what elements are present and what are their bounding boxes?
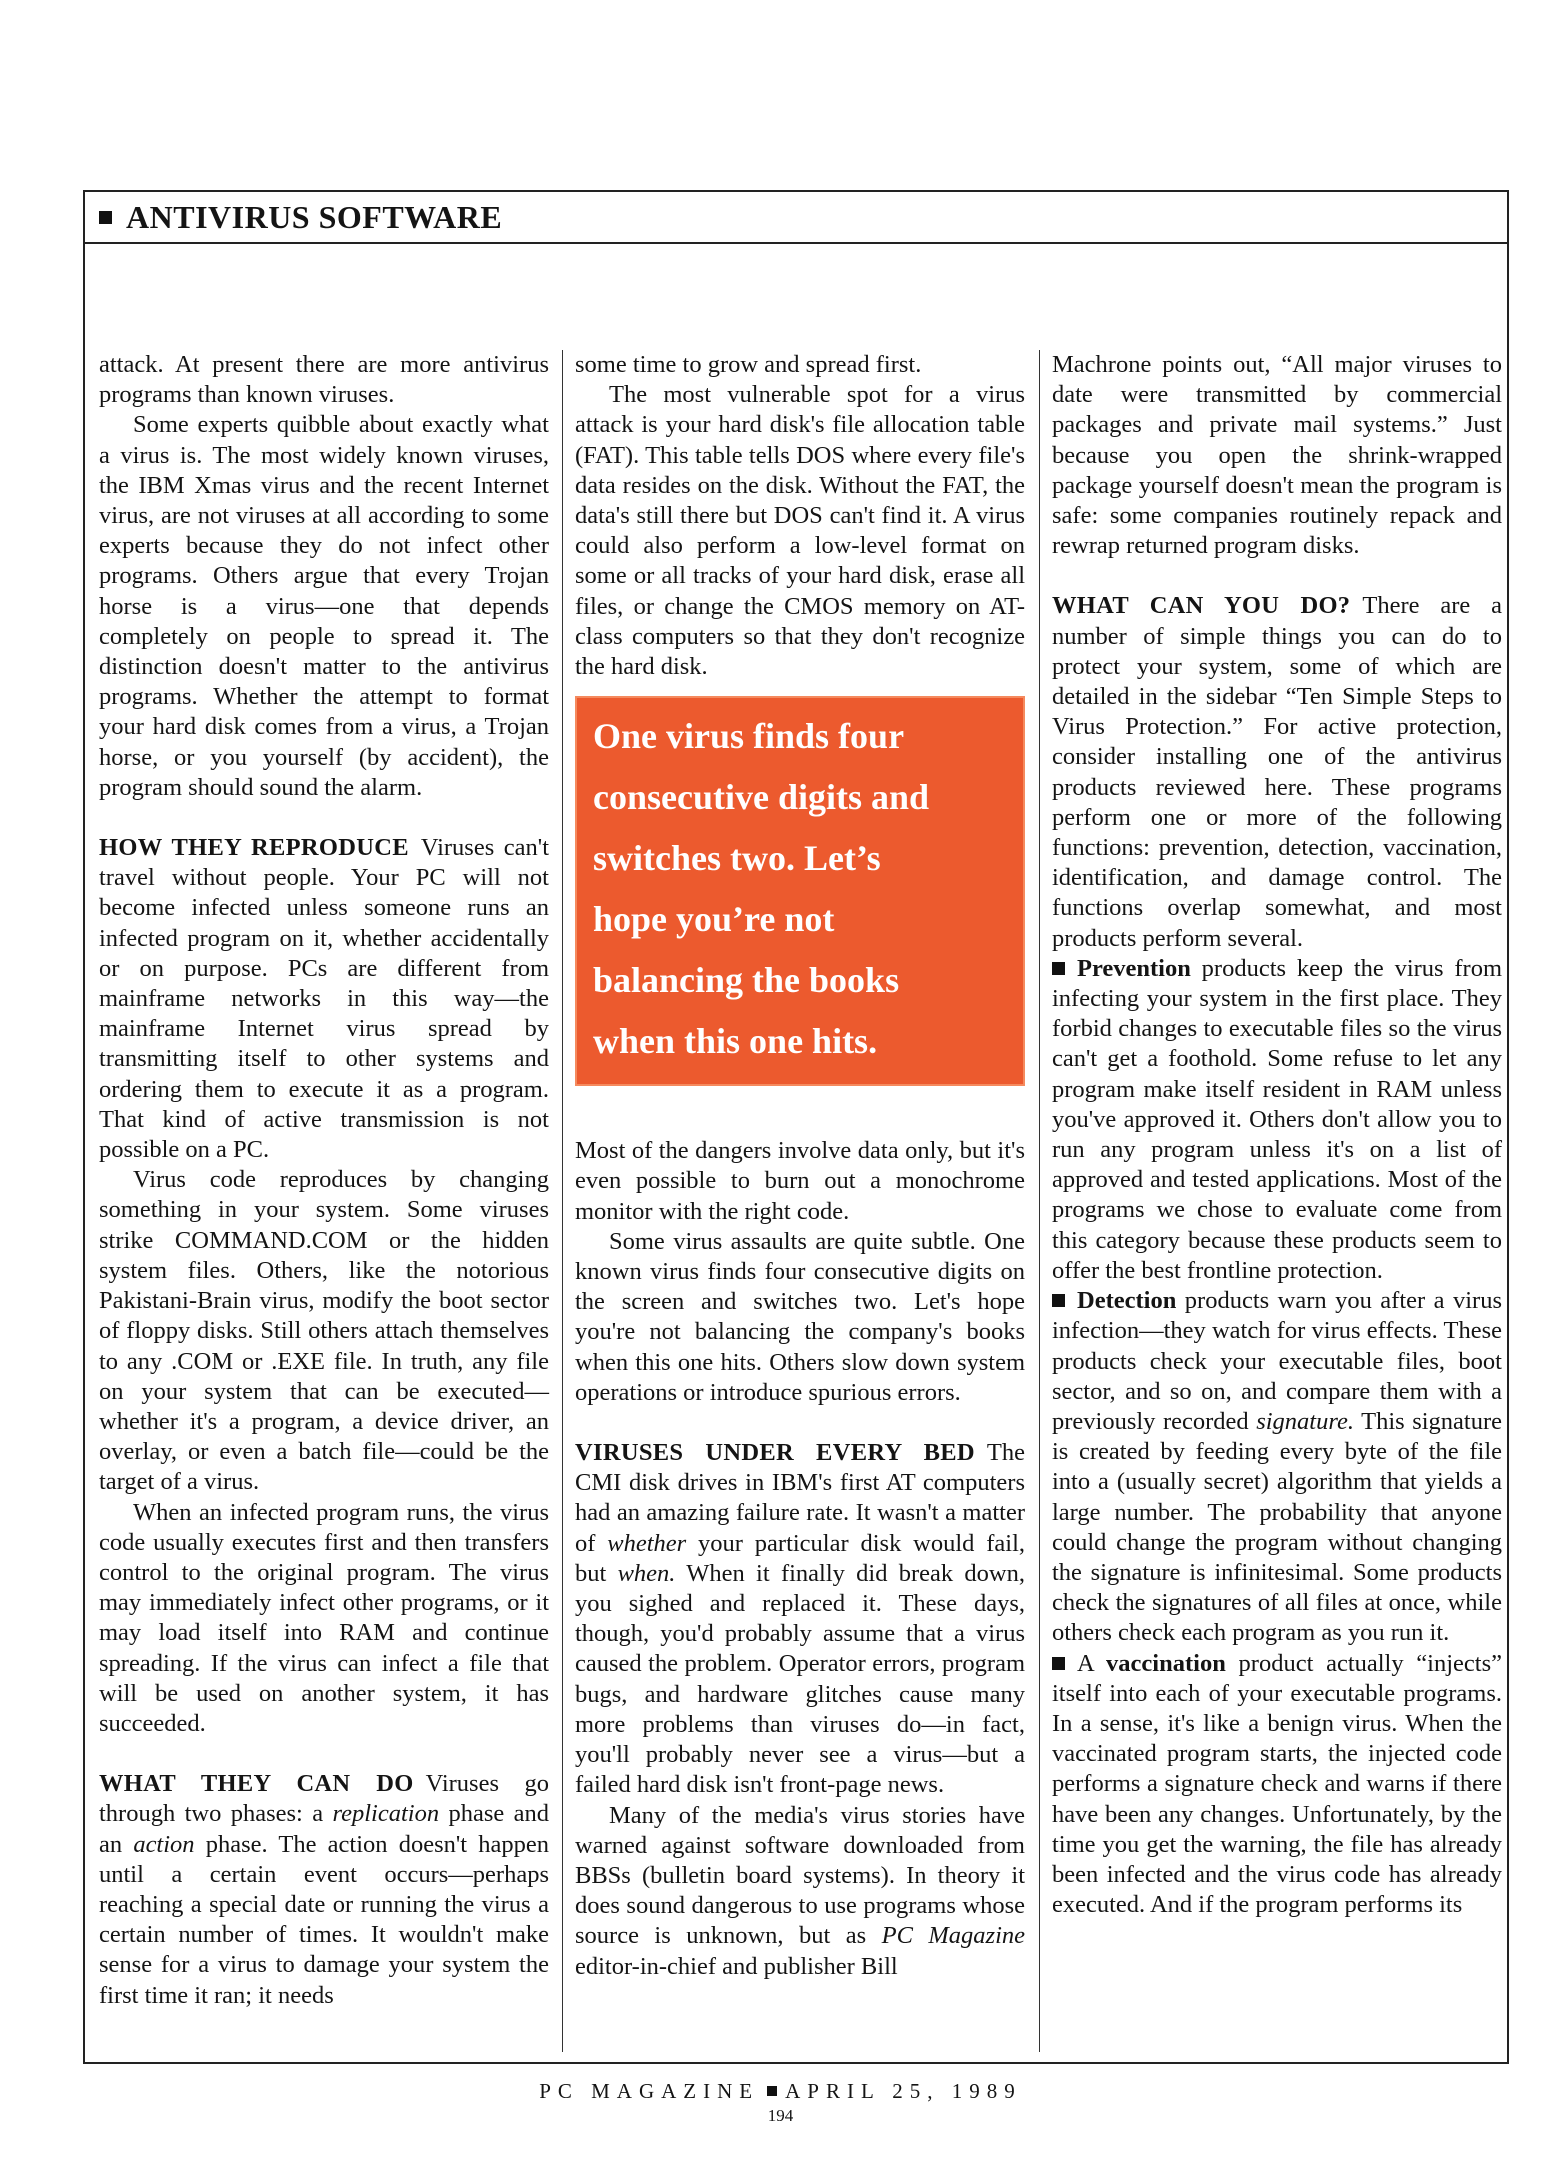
- paragraph: Some virus assaults are quite subtle. One known virus finds four consecutive digits on the screen and switches two. Let's hope you're not balancing the company's books when this one hits. Others slow down system operations or introduce spurious errors.: [575, 1227, 1025, 1406]
- paragraph: WHAT THEY CAN DO Viruses go through two phases: a replication phase and an action phase. The action doesn't happen until a certain event occurs—perhaps reaching a special date or running the virus a certain number of times. It wouldn't make sense for a virus to damage your system the first time it ran; it needs: [99, 1770, 550, 2009]
- subhead-viruses-under-every-bed: VIRUSES UNDER EVERY BED: [575, 1439, 975, 1467]
- paragraph: attack. At present there are more antivirus programs than known viruses.: [99, 351, 549, 409]
- page-number: 194: [767, 2106, 794, 2125]
- article-frame: [83, 190, 1509, 2064]
- bullet-paragraph: A vaccination product actually “injects” itself into each of your executable programs. In a sense, it's like a benign virus. When the vaccinated program starts, the injected code performs a signature check and warns if there have been any changes. Unfortunately, by the time you get the warning, the file has already been infected and the virus code has already executed. And if the program performs its: [1052, 1649, 1503, 1919]
- bullet-paragraph: Detection products warn you after a virus infection—they watch for virus effects. These products check your executable files, boot sector, and so on, and compare them with a previously recorded signature. This signature is created by feeding every byte of the file into a (usually secret) algorithm that yields a large number. The probability that anyone could change the program without changing the signature is infinitesimal. Some products check the signatures of all files at once, while others check each program as you run it.: [1052, 1287, 1503, 1647]
- paragraph: The most vulnerable spot for a virus attack is your hard disk's file allocation table (FAT). This table tells DOS where every file's data resides on the disk. Without the FAT, the data's still there but DOS can't find it. A virus could also perform a low-level format on some or all tracks of your hard disk, erase all files, or change the CMOS memory on AT-class computers so that they don't recognize the hard disk.: [575, 381, 1025, 681]
- square-bullet-icon: [99, 211, 112, 224]
- section-header: [85, 192, 1507, 244]
- column-3: [1052, 350, 1502, 1920]
- paragraph: HOW THEY REPRODUCE Viruses can't travel without people. Your PC will not become infected unless someone runs an infected program on it, whether accidentally or on purpose. PCs are different from mainframe networks in this way—the mainframe Internet virus spread by transmitting itself to other systems and ordering them to execute it as a program. That kind of active transmission is not possible on a PC.: [99, 834, 549, 1164]
- section-title: ANTIVIRUS SOFTWARE: [126, 198, 503, 235]
- subhead-how-they-reproduce: HOW THEY REPRODUCE: [99, 834, 409, 862]
- column-rule: [1039, 350, 1040, 2052]
- square-bullet-icon: [767, 2086, 777, 2096]
- pull-quote: One virus finds four consecutive digits and switches two. Let’s hope you’re not balancing the books when this one hits.: [575, 696, 1025, 1086]
- column-2: [575, 350, 1025, 1982]
- paragraph: some time to grow and spread first.: [575, 351, 922, 378]
- column-rule: [562, 350, 563, 2052]
- square-bullet-icon: [1052, 1657, 1065, 1670]
- issue-date: APRIL 25, 1989: [785, 2079, 1022, 2103]
- paragraph: VIRUSES UNDER EVERY BED The CMI disk drives in IBM's first AT computers had an amazing failure rate. It wasn't a matter of whether your particular disk would fail, but when. When it finally did break down, you sighed and replaced it. These days, though, you'd probably assume that a virus caused the problem. Operator errors, program bugs, and hardware glitches cause many more problems than viruses do—in fact, you'll probably never see a virus—but a failed hard disk isn't front-page news.: [575, 1439, 1026, 1799]
- square-bullet-icon: [1052, 962, 1065, 975]
- paragraph: Virus code reproduces by changing something in your system. Some viruses strike COMMAND.COM or the hidden system files. Others, like the notorious Pakistani-Brain virus, modify the boot sector of floppy disks. Still others attach themselves to any .COM or .EXE file. In truth, any file on your system that can be executed—whether it's a program, a device driver, an overlay, or even a batch file—could be the target of a virus.: [99, 1166, 549, 1496]
- bullet-paragraph: Prevention products keep the virus from infecting your system in the first place. They forbid changes to executable files so the virus can't get a foothold. Some refuse to let any program make itself resident in RAM unless you've approved it. Others don't allow you to run any program unless it's on a list of approved and tested applications. Most of the programs we chose to evaluate come from this category because these products seem to offer the best frontline protection.: [1052, 954, 1503, 1284]
- paragraph: Many of the media's virus stories have warned against software downloaded from BBSs (bulletin board systems). In theory it does sound dangerous to use programs whose source is unknown, but as PC Magazine editor-in-chief and publisher Bill: [575, 1801, 1025, 1980]
- paragraph: When an infected program runs, the virus code usually executes first and then transfers control to the original program. The virus may immediately infect other programs, or it may load itself into RAM and continue spreading. If the virus can infect a file that will be used on another system, it has succeeded.: [99, 1498, 549, 1737]
- subhead-what-they-can-do: WHAT THEY CAN DO: [99, 1770, 414, 1798]
- magazine-name: PC MAGAZINE: [539, 2079, 760, 2103]
- subhead-what-can-you-do: WHAT CAN YOU DO?: [1052, 592, 1351, 620]
- square-bullet-icon: [1052, 1294, 1065, 1307]
- paragraph: Some experts quibble about exactly what a virus is. The most widely known viruses, the IBM Xmas virus and the recent Internet virus, are not viruses at all according to some experts because they do not infect other programs. Others argue that every Trojan horse is a virus—one that depends completely on people to spread it. The distinction doesn't matter to the antivirus programs. Whether the attempt to format your hard disk comes from a virus, a Trojan horse, or you yourself (by accident), the program should sound the alarm.: [99, 411, 549, 801]
- paragraph: Machrone points out, “All major viruses to date were transmitted by commercial packages and private mail systems.” Just because you open the shrink-wrapped package yourself doesn't mean the program is safe: some companies routinely repack and rewrap returned program disks.: [1052, 351, 1502, 560]
- paragraph: Most of the dangers involve data only, but it's even possible to burn out a monochrome monitor with the right code.: [575, 1137, 1025, 1225]
- page-footer: [0, 2079, 1561, 2104]
- paragraph: WHAT CAN YOU DO? There are a number of simple things you can do to protect your system, some of which are detailed in the sidebar “Ten Simple Steps to Virus Protection.” For active protection, consider installing one of the antivirus products reviewed here. These programs perform one or more of the following functions: prevention, detection, vaccination, identification, and damage control. The functions overlap somewhat, and most products perform several.: [1052, 592, 1503, 952]
- column-1: [99, 350, 549, 2011]
